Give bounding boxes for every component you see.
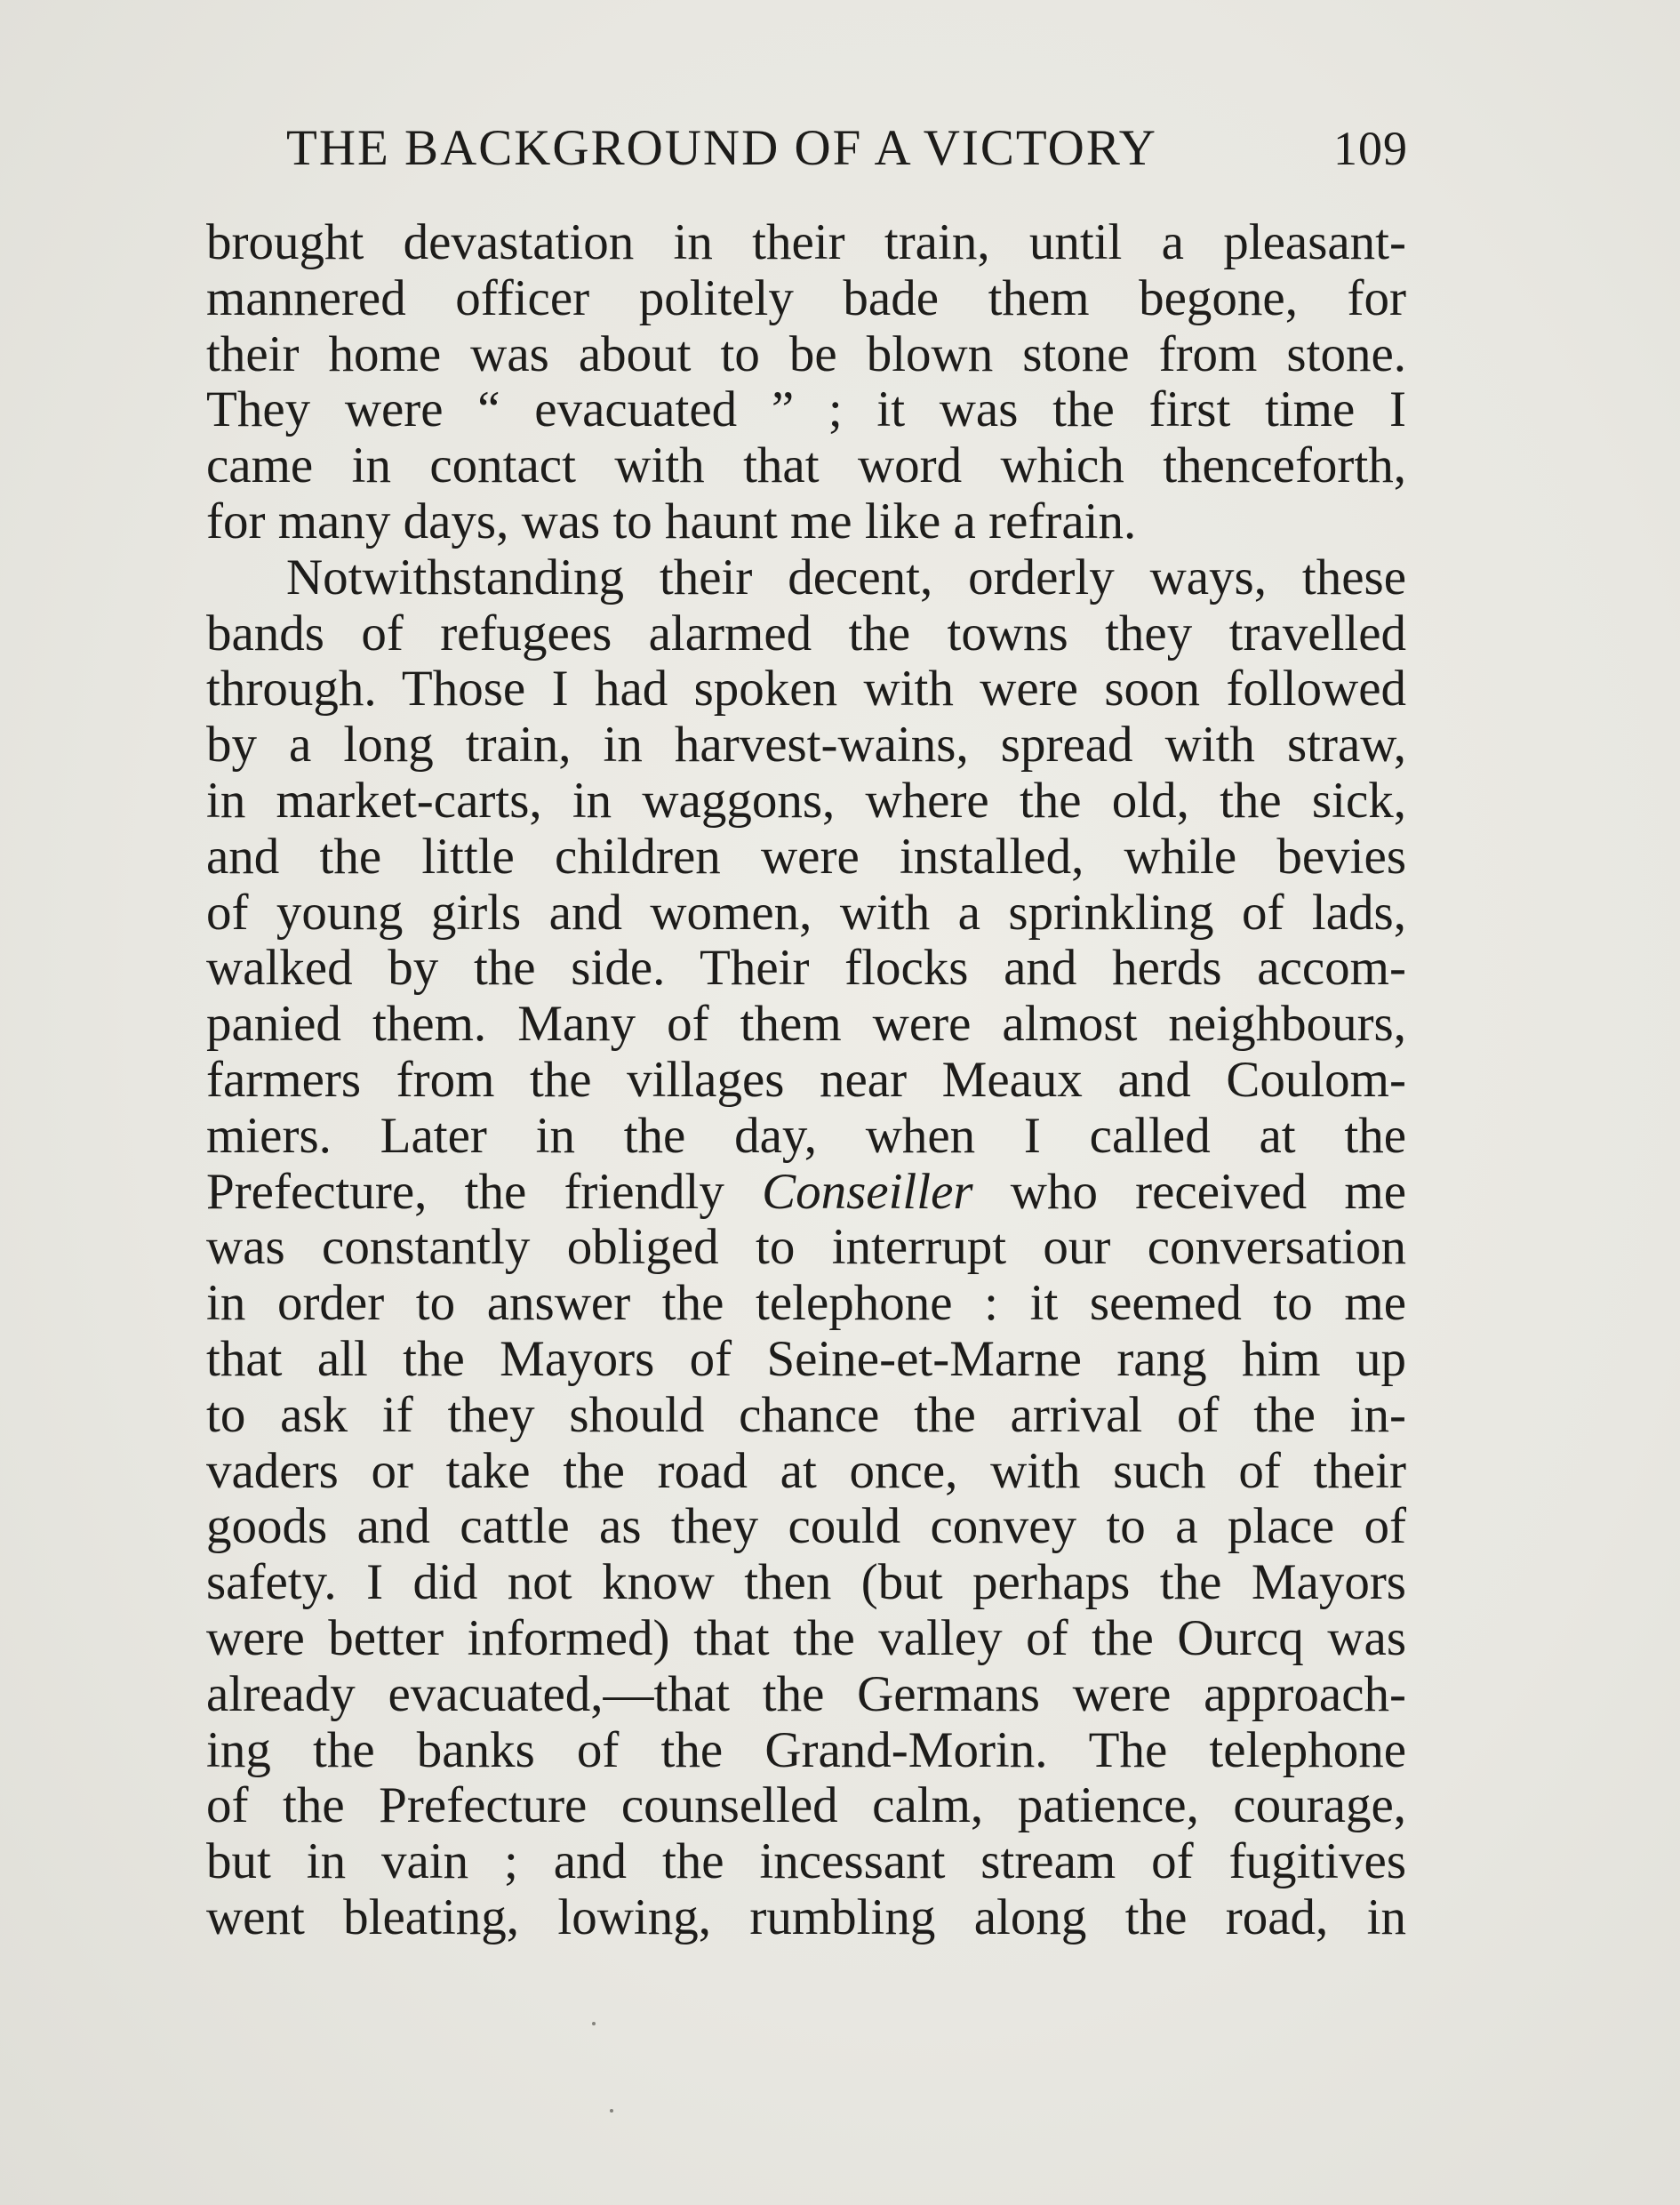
paper-speck (610, 2109, 613, 2113)
text-run: who received me (972, 1163, 1406, 1220)
text-line: of the Prefecture counselled calm, patience, courage, (206, 1777, 1406, 1834)
text-line: was constantly obliged to interrupt our conversation (206, 1219, 1406, 1276)
text-line: to ask if they should chance the arrival of the in- (206, 1386, 1406, 1443)
paper-speck (592, 2022, 596, 2025)
text-line: but in vain ; and the incessant stream of fugitives (206, 1833, 1406, 1890)
text-line: safety. I did not know then (but perhaps the Mayors (206, 1554, 1406, 1611)
text-line: They were “ evacuated ” ; it was the first time I (206, 381, 1406, 438)
page-number: 109 (1333, 122, 1408, 175)
text-line: through. Those I had spoken with were soon followed (206, 661, 1406, 718)
text-line: vaders or take the road at once, with such of their (206, 1442, 1406, 1499)
text-line: goods and cattle as they could convey to a place of (206, 1498, 1406, 1555)
text-line: in market-carts, in waggons, where the old, the sick, (206, 772, 1406, 829)
text-line: farmers from the villages near Meaux and Coulom- (206, 1051, 1406, 1108)
paragraph-end-line: for many days, was to haunt me like a refrain. (206, 493, 1137, 549)
italic-word: Conseiller (762, 1163, 973, 1220)
text-line: were better informed) that the valley of the Ourcq was (206, 1609, 1406, 1666)
body-text (206, 215, 1406, 1946)
text-line: mannered officer politely bade them begone, for (206, 269, 1406, 326)
text-line: came in contact with that word which thenceforth, (206, 437, 1406, 494)
text-run: Prefecture, the friendly (206, 1163, 763, 1220)
text-line: miers. Later in the day, when I called at the (206, 1107, 1406, 1164)
text-line: their home was about to be blown stone from stone. (206, 325, 1406, 382)
text-line: in order to answer the telephone : it seemed to me (206, 1275, 1406, 1332)
text-line: and the little children were installed, while bevies (206, 828, 1406, 885)
text-line: bands of refugees alarmed the towns they travelled (206, 605, 1406, 662)
text-line: by a long train, in harvest-wains, spread with straw, (206, 717, 1406, 774)
text-line: already evacuated,—that the Germans were approach- (206, 1665, 1406, 1722)
text-line: went bleating, lowing, rumbling along the road, in (206, 1888, 1406, 1945)
text-line: of young girls and women, with a sprinkling of lads, (206, 884, 1406, 941)
text-line: panied them. Many of them were almost neighbours, (206, 996, 1406, 1053)
text-line: that all the Mayors of Seine-et-Marne rang him up (206, 1330, 1406, 1387)
running-head-title: THE BACKGROUND OF A VICTORY (286, 120, 1157, 176)
text-line-with-italic (206, 1165, 1406, 1221)
running-head (286, 119, 1408, 181)
paragraph-start-line: Notwithstanding their decent, orderly ways, these (286, 549, 1406, 605)
text-line: brought devastation in their train, until a pleasant- (206, 214, 1406, 270)
text-line: ing the banks of the Grand-Morin. The telephone (206, 1721, 1406, 1778)
text-line: walked by the side. Their flocks and herds accom- (206, 940, 1406, 997)
